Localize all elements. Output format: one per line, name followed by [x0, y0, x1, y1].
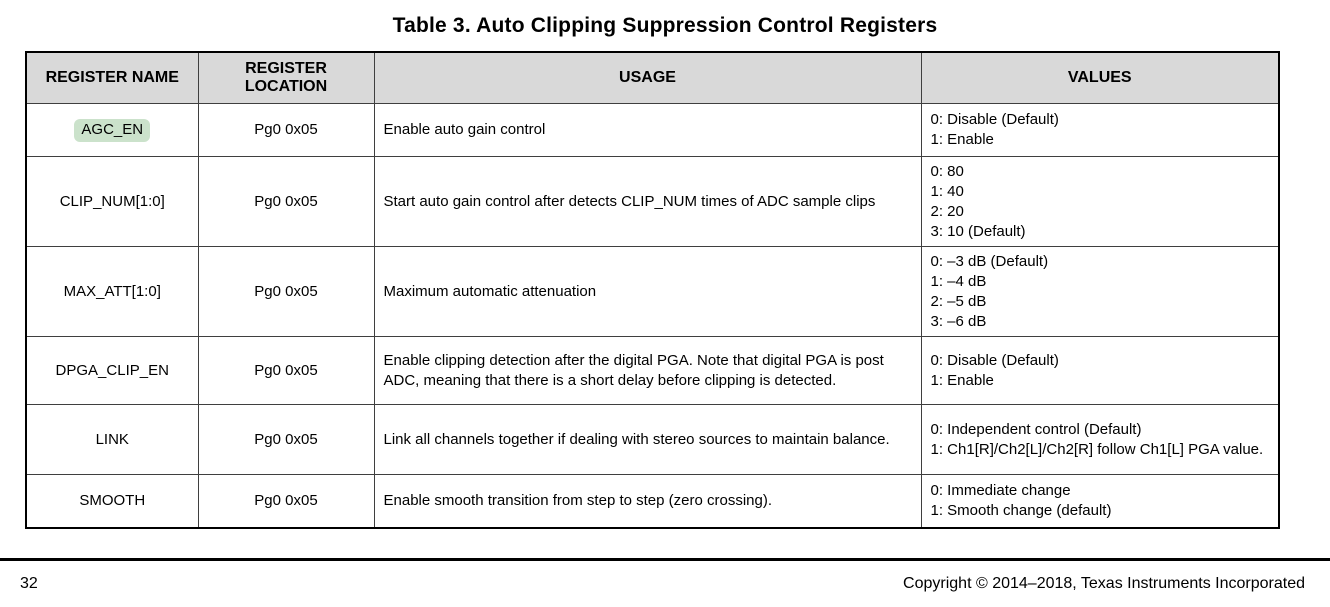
register-location-cell: Pg0 0x05 [198, 247, 374, 337]
copyright-text: Copyright © 2014–2018, Texas Instruments Incorporated [903, 575, 1305, 592]
values-cell [921, 337, 1279, 405]
value-line: 2: –5 dB [930, 292, 987, 310]
register-location-cell: Pg0 0x05 [198, 104, 374, 157]
usage-cell: Link all channels together if dealing with stereo sources to maintain balance. [374, 405, 921, 475]
table-row [26, 405, 1279, 475]
register-location-cell: Pg0 0x05 [198, 157, 374, 247]
value-line: 0: Disable (Default) [930, 111, 1059, 128]
column-header-register-name: REGISTER NAME [26, 52, 198, 104]
register-location-cell: Pg0 0x05 [198, 475, 374, 528]
values-cell [921, 157, 1279, 247]
values-cell [921, 405, 1279, 475]
register-name-cell: MAX_ATT[1:0] [26, 247, 198, 337]
value-line: 0: 80 [930, 162, 964, 180]
footer-rule [0, 558, 1330, 561]
page-footer [0, 571, 1330, 593]
usage-cell: Maximum automatic attenuation [374, 247, 921, 337]
register-location-cell: Pg0 0x05 [198, 405, 374, 475]
register-name-cell: DPGA_CLIP_EN [26, 337, 198, 405]
value-line: 0: Immediate change [930, 481, 1071, 499]
column-header-usage: USAGE [374, 52, 921, 104]
table-row [26, 337, 1279, 405]
register-name-cell [26, 104, 198, 157]
usage-cell: Start auto gain control after detects CLIP_NUM times of ADC sample clips [374, 157, 921, 247]
registers-table [25, 51, 1280, 529]
page-number: 32 [20, 575, 38, 592]
usage-cell: Enable smooth transition from step to step (zero crossing). [374, 475, 921, 528]
usage-cell: Enable clipping detection after the digital PGA. Note that digital PGA is post ADC, meaning that there is a short delay before clipping is detected. [374, 337, 921, 405]
column-header-values: VALUES [921, 52, 1279, 104]
value-line: 3: –6 dB [930, 312, 987, 330]
table-row [26, 104, 1279, 157]
column-header-register-location: REGISTER LOCATION [198, 52, 374, 104]
table-header-row [26, 52, 1279, 104]
highlighted-register-name: AGC_EN [74, 119, 150, 142]
value-line: 1: Smooth change (default) [930, 501, 1112, 519]
register-name-cell: LINK [26, 405, 198, 475]
table-row [26, 247, 1279, 337]
table-row [26, 475, 1279, 528]
value-line: 2: 20 [930, 202, 964, 220]
register-name-cell: SMOOTH [26, 475, 198, 528]
values-cell [921, 247, 1279, 337]
value-line: 1: Enable [930, 131, 994, 148]
register-name-cell: CLIP_NUM[1:0] [26, 157, 198, 247]
value-line: 3: 10 (Default) [930, 222, 1026, 240]
value-line: 1: Enable [930, 371, 994, 389]
values-cell [921, 475, 1279, 528]
value-line: 1: 40 [930, 182, 964, 200]
value-line: 0: Disable (Default) [930, 351, 1059, 369]
table-row [26, 157, 1279, 247]
values-cell [921, 104, 1279, 157]
usage-cell: Enable auto gain control [374, 104, 921, 157]
table-title: Table 3. Auto Clipping Suppression Control Registers [392, 14, 938, 37]
value-line: 1: Ch1[R]/Ch2[L]/Ch2[R] follow Ch1[L] PGA value. [930, 440, 1264, 458]
value-line: 1: –4 dB [930, 272, 987, 290]
register-location-cell: Pg0 0x05 [198, 337, 374, 405]
value-line: 0: Independent control (Default) [930, 420, 1142, 438]
value-line: 0: –3 dB (Default) [930, 252, 1049, 270]
